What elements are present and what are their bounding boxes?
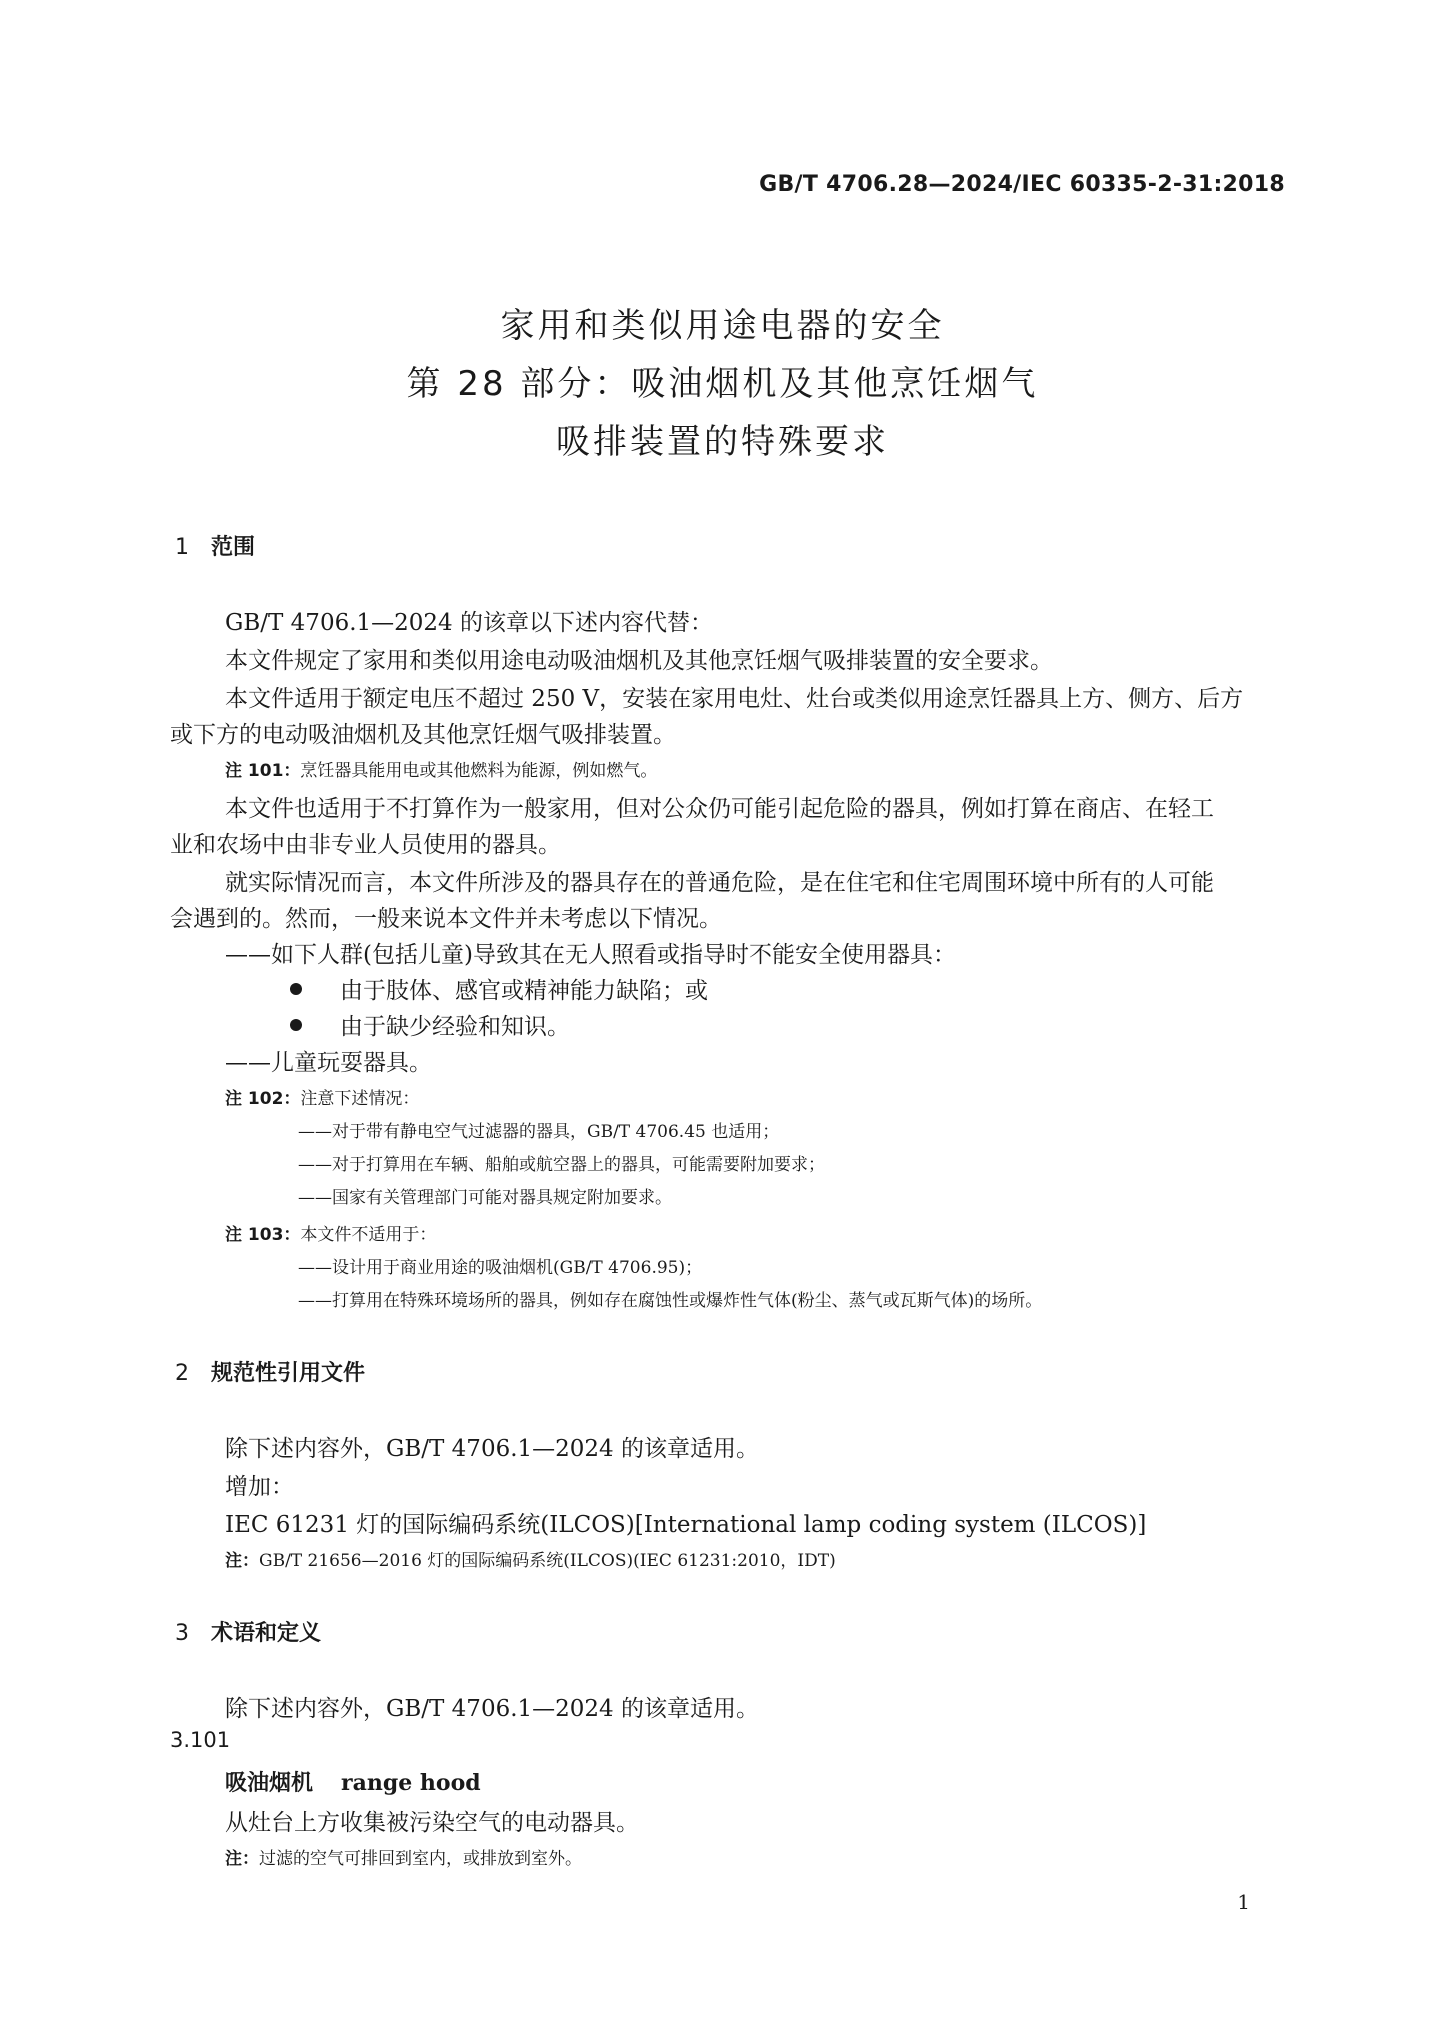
title-line-1: 家用和类似用途电器的安全: [500, 306, 945, 346]
note-102-item: ——对于带有静电空气过滤器的器具，GB/T 4706.45 也适用；: [298, 1122, 780, 1142]
term-definition: 从灶台上方收集被污染空气的电动器具。: [225, 1810, 639, 1836]
s3-note-text: 过滤的空气可排回到室内，或排放到室外。: [259, 1849, 582, 1869]
section-2-number: 2: [175, 1361, 189, 1386]
section-3-title: 术语和定义: [211, 1621, 322, 1646]
section-1-number: 1: [175, 535, 189, 560]
note-102-label: 注 102：: [225, 1089, 301, 1109]
s3-paragraph-1: 除下述内容外，GB/T 4706.1—2024 的该章适用。: [225, 1696, 759, 1722]
section-3-heading: [175, 1616, 321, 1647]
note-103: [225, 1220, 436, 1245]
s2-paragraph-1: 除下述内容外，GB/T 4706.1—2024 的该章适用。: [225, 1436, 759, 1462]
bullet-2-text: 由于缺少经验和知识。: [340, 1014, 570, 1040]
note-103-item: ——设计用于商业用途的吸油烟机(GB/T 4706.95)；: [298, 1258, 703, 1278]
s1-paragraph-5b: 会遇到的。然而，一般来说本文件并未考虑以下情况。: [170, 906, 722, 932]
note-101-text: 烹饪器具能用电或其他燃料为能源，例如燃气。: [300, 761, 658, 781]
s1-paragraph-5a: 就实际情况而言，本文件所涉及的器具存在的普通危险，是在住宅和住宅周围环境中所有的人可能: [225, 870, 1214, 896]
s1-paragraph-4b: 业和农场中由非专业人员使用的器具。: [170, 832, 561, 858]
term-entry: [225, 1766, 481, 1797]
s2-reference-item: IEC 61231 灯的国际编码系统(ILCOS)[International lamp coding system (ILCOS)]: [225, 1512, 1147, 1538]
note-102-text: 注意下述情况：: [300, 1089, 420, 1109]
s1-paragraph-4a: 本文件也适用于不打算作为一般家用，但对公众仍可能引起危险的器具，例如打算在商店、在轻工: [225, 796, 1214, 822]
note-102: [225, 1084, 419, 1109]
s1-paragraph-3a: 本文件适用于额定电压不超过 250 V，安装在家用电灶、灶台或类似用途烹饪器具上方、侧方、后方: [225, 686, 1244, 712]
s2-note-text: GB/T 21656—2016 灯的国际编码系统(ILCOS)(IEC 61231:2010，IDT): [259, 1551, 836, 1571]
page-number: 1: [1237, 1890, 1250, 1914]
term-english: range hood: [341, 1770, 481, 1796]
s1-dash-item-1: ——如下人群(包括儿童)导致其在无人照看或指导时不能安全使用器具：: [225, 942, 956, 968]
s1-bullet-2: [290, 1008, 570, 1041]
section-1-heading: [175, 530, 255, 561]
section-2-title: 规范性引用文件: [211, 1361, 366, 1386]
s1-dash-item-2: ——儿童玩耍器具。: [225, 1050, 432, 1076]
note-101-label: 注 101：: [225, 761, 301, 781]
section-3-number: 3: [175, 1621, 189, 1646]
term-chinese: 吸油烟机: [225, 1771, 314, 1796]
note-103-item: ——打算用在特殊环境场所的器具，例如存在腐蚀性或爆炸性气体(粉尘、蒸气或瓦斯气体)的场所。: [298, 1291, 1043, 1311]
standard-code: GB/T 4706.28—2024/IEC 60335-2-31:2018: [759, 172, 1285, 197]
note-102-item: ——国家有关管理部门可能对器具规定附加要求。: [298, 1188, 672, 1208]
note-103-label: 注 103：: [225, 1225, 301, 1245]
s1-paragraph-2: 本文件规定了家用和类似用途电动吸油烟机及其他烹饪烟气吸排装置的安全要求。: [225, 648, 1053, 674]
bullet-icon: [290, 1019, 302, 1031]
note-102-item: ——对于打算用在车辆、船舶或航空器上的器具，可能需要附加要求；: [298, 1155, 825, 1175]
title-line-2: 第 28 部分：吸油烟机及其他烹饪烟气: [406, 364, 1039, 404]
clause-number: 3.101: [170, 1728, 231, 1752]
title-line-3: 吸排装置的特殊要求: [556, 422, 889, 462]
section-2-heading: [175, 1356, 365, 1387]
section-1-title: 范围: [211, 535, 256, 560]
s2-paragraph-2: 增加：: [225, 1474, 294, 1500]
bullet-1-text: 由于肢体、感官或精神能力缺陷；或: [340, 978, 708, 1004]
s3-note: [225, 1844, 582, 1869]
s1-bullet-1: [290, 972, 708, 1005]
bullet-icon: [290, 983, 302, 995]
s1-paragraph-3b: 或下方的电动吸油烟机及其他烹饪烟气吸排装置。: [170, 722, 676, 748]
s3-note-label: 注：: [225, 1849, 259, 1869]
note-101: [225, 756, 657, 781]
note-103-text: 本文件不适用于：: [300, 1225, 437, 1245]
s2-note-label: 注：: [225, 1551, 259, 1571]
s2-note: [225, 1546, 836, 1571]
s1-paragraph-1: GB/T 4706.1—2024 的该章以下述内容代替：: [225, 610, 713, 636]
